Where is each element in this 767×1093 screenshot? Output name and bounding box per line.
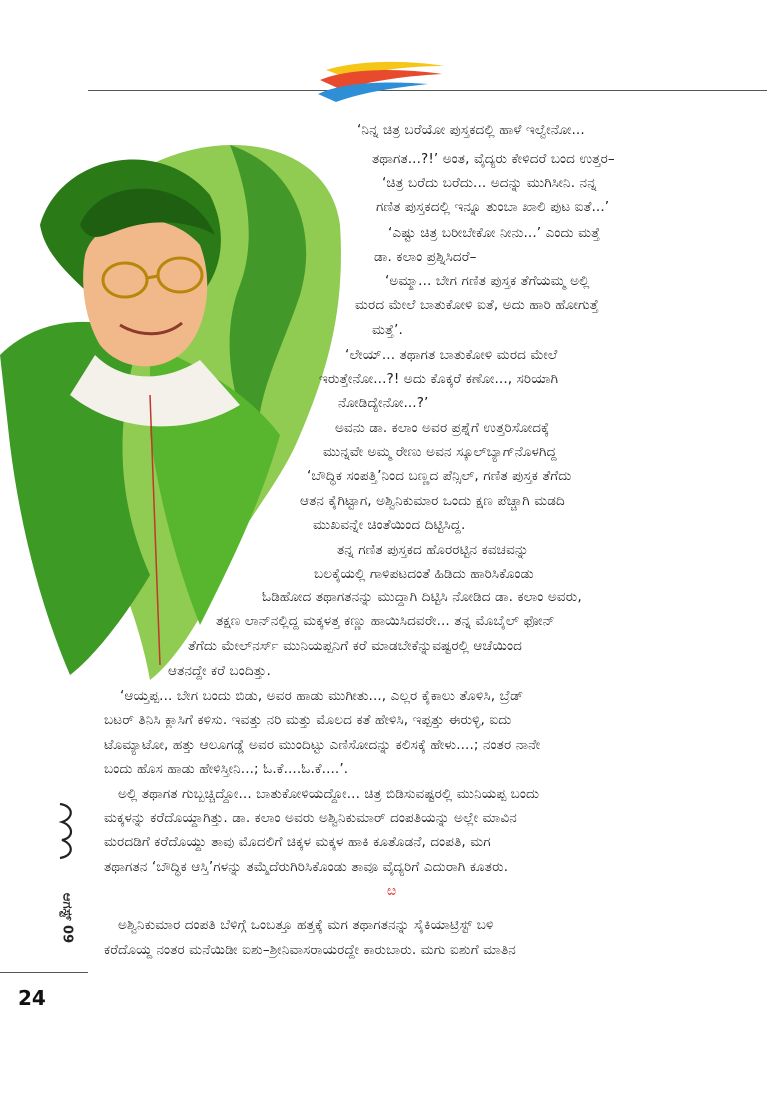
body-line-26: ಟೊಮ್ಯಾಟೋ, ಹತ್ತು ಆಲೂಗಡ್ಡೆ ಅವರ ಮುಂದಿಟ್ಟು ಎಣಿಸೋದನ್ನು ಕಲಿಸಕ್ಕೆ ಹೇಳು....; ನಂತರ ನಾನೇ bbox=[104, 737, 541, 753]
body-line-29: ಮಕ್ಕಳನ್ನು ಕರೆದೊಯ್ದಾಗಿತ್ತು. ಡಾ. ಕಲಾಂ ಅವರು ಅಶ್ವಿನಿಕುಮಾರ್ ದಂಪತಿಯನ್ನು ಅಲ್ಲೇ ಮಾವಿನ bbox=[104, 810, 517, 826]
body-line-18: ತನ್ನ ಗಣಿತ ಪುಸ್ತಕದ ಹೊರರಟ್ಟಿನ ಕವಚವನ್ನು bbox=[337, 542, 529, 558]
body-line-12: ನೋಡಿದ್ಯೇನೋ...?’ bbox=[338, 395, 429, 411]
body-line-30: ಮರದಡಿಗೆ ಕರೆದೊಯ್ದು ತಾವು ಮೊದಲಿಗೆ ಚಿಕ್ಕಳ ಮಕ್ಕಳ ಹಾಕಿ ಕೂತೊಡನೆ, ದಂಪತಿ, ಮಗ bbox=[104, 834, 491, 850]
body-line-5: ‘ಎಷ್ಟು ಚಿತ್ರ ಬರೀಬೇಕೋ ನೀನು...’ ಎಂದು ಮತ್ತೆ bbox=[388, 225, 601, 241]
body-line-1: ‘ನಿನ್ನ ಚಿತ್ರ ಬರೆಯೋ ಪುಸ್ತಕದಲ್ಲಿ ಹಾಳೆ ಇಲ್ವೇನೋ... bbox=[357, 122, 585, 138]
body-line-19: ಬಲಕೈಯಲ್ಲಿ ಗಾಳಿಪಟದಂತೆ ಹಿಡಿದು ಹಾರಿಸಿಕೊಂಡು bbox=[314, 566, 534, 582]
body-line-4: ಗಣಿತ ಪುಸ್ತಕದಲ್ಲಿ ಇನ್ನೂ ತುಂಬಾ ಖಾಲಿ ಪುಟ ಐತೆ...’ bbox=[376, 199, 610, 215]
body-line-20: ಓಡಿಹೋದ ತಥಾಗತನನ್ನು ಮುದ್ದಾಗಿ ದಿಟ್ಟಿಸಿ ನೋಡಿದ ಡಾ. ಕಲಾಂ ಅವರು, bbox=[262, 589, 582, 605]
body-line-28: ಅಲ್ಲಿ ತಥಾಗತ ಗುಬ್ಬಚ್ಚಿದ್ದೋ... ಬಾತುಕೋಳಿಯದ್ದೋ... ಚಿತ್ರ ಬಿಡಿಸುವಷ್ಟರಲ್ಲಿ ಮುನಿಯಪ್ಪ ಬಂದು bbox=[118, 786, 540, 802]
section-divider-mark: ೞ bbox=[387, 883, 397, 899]
footer-rule bbox=[0, 972, 88, 973]
body-line-32: ಅಶ್ವಿನಿಕುಮಾರ ದಂಪತಿ ಬೆಳಿಗ್ಗೆ ಒಂಬತ್ತೂ ಹತ್ತಕ್ಕೆ ಮಗ ತಥಾಗತನನ್ನು ಸೈಕಿಯಾಟ್ರಿಸ್ಟ್ ಬಳಿ bbox=[118, 917, 494, 933]
body-line-2: ತಥಾಗತ...?!’ ಅಂತ, ವೈದ್ಯರು ಕೇಳಿದರೆ ಬಂದ ಉತ್ತರ– bbox=[372, 151, 615, 167]
body-line-10: ‘ಲೇಯ್... ತಥಾಗತ ಬಾತುಕೋಳಿ ಮರದ ಮೇಲೆ bbox=[345, 347, 558, 363]
body-line-6: ಡಾ. ಕಲಾಂ ಪ್ರಶ್ನಿಸಿದರೆ– bbox=[374, 249, 477, 265]
body-line-25: ಬಟರ್ ತಿನಿಸಿ ಕ್ಲಾಸಿಗೆ ಕಳಿಸು. ಇವತ್ತು ನರಿ ಮತ್ತು ಮೊಲದ ಕತೆ ಹೇಳಿಸಿ, ಇಪ್ಪತ್ತು ಈರುಳ್ಳಿ, ಐದು bbox=[104, 712, 512, 728]
issue-month-label bbox=[52, 868, 82, 968]
body-line-17: ಮುಖವನ್ನೇ ಚಿಂತೆಯಿಂದ ದಿಟ್ಟಿಸಿದ್ದ. bbox=[313, 517, 466, 533]
issue-month-text: ಆಗಸ್ಟ್ 09 bbox=[59, 892, 75, 944]
magazine-logo-swoosh bbox=[318, 58, 450, 102]
body-line-7: ‘ಅಮ್ಮಾ... ಬೇಗ ಗಣಿತ ಪುಸ್ತಕ ತೆಗೆಯಮ್ಮ ಅಲ್ಲಿ bbox=[385, 273, 590, 289]
body-line-3: ‘ಚಿತ್ರ ಬರೆದು ಬರೆದು... ಅದನ್ನು ಮುಗಿಸೀನಿ. ನನ್ನ bbox=[382, 175, 597, 191]
body-line-9: ಮತ್ತೆ’. bbox=[372, 322, 403, 338]
body-line-23: ಆತನದ್ದೇ ಕರೆ ಬಂದಿತ್ತು. bbox=[168, 663, 271, 679]
body-line-31: ತಥಾಗತನ ‘ಬೌದ್ಧಿಕ ಆಸ್ತಿ’ಗಳನ್ನು ತಮ್ಮೆದೆರುಗಿರಿಸಿಕೊಂಡು ತಾವೂ ವೈದ್ಯರಿಗೆ ಎದುರಾಗಿ ಕೂತರು. bbox=[104, 859, 509, 875]
body-line-21: ತಕ್ಷಣ ಲಾನ್‌ನಲ್ಲಿದ್ದ ಮಕ್ಕಳತ್ತ ಕಣ್ಣು ಹಾಯಿಸಿದವರೇ... ತನ್ನ ಮೊಬೈಲ್ ಫೋನ್ bbox=[216, 613, 555, 629]
magazine-name-vertical-mark bbox=[56, 800, 78, 860]
body-line-13: ಅವನು ಡಾ. ಕಲಾಂ ಅವರ ಪ್ರಶ್ನೆಗೆ ಉತ್ತರಿಸೋದಕ್ಕೆ bbox=[335, 420, 550, 436]
body-line-14: ಮುನ್ನವೇ ಅಮ್ಮ ರೇಣು ಅವನ ಸ್ಕೂಲ್‌ಬ್ಯಾಗ್‌ನೊಳಗಿದ್ದ bbox=[323, 444, 557, 460]
body-line-8: ಮರದ ಮೇಲೆ ಬಾತುಕೋಳಿ ಐತೆ, ಅದು ಹಾರಿ ಹೋಗುತ್ತೆ bbox=[355, 297, 599, 313]
body-line-16: ಆತನ ಕೈಗಿಟ್ಟಾಗ, ಅಶ್ವಿನಿಕುಮಾರ ಒಂದು ಕ್ಷಣ ಪೆಚ್ಚಾಗಿ ಮಡದಿ bbox=[300, 493, 565, 509]
body-line-11: ಇರುತ್ತೇನೋ...?! ಅದು ಕೊಕ್ಕರೆ ಕಣೋ..., ಸರಿಯಾಗಿ bbox=[319, 371, 559, 387]
body-line-27: ಬಂದು ಹೊಸ ಹಾಡು ಹೇಳಿಸ್ತೀನಿ...; ಓ.ಕೆ....ಓ.ಕೆ....’. bbox=[104, 761, 349, 777]
page-number: 24 bbox=[18, 986, 46, 1010]
body-line-24: ‘ಆಯ್ತಪ್ಪ... ಬೇಗ ಬಂದು ಬಿಡು, ಅವರ ಹಾಡು ಮುಗೀತು..., ಎಲ್ಲರ ಕೈಕಾಲು ತೊಳಿಸಿ, ಬ್ರೆಡ್ bbox=[120, 688, 524, 704]
body-line-33: ಕರೆದೊಯ್ದ ನಂತರ ಮನೆಯಿಡೀ ಐಶು–ಶ್ರೀನಿವಾಸರಾಯರದ್ದೇ ಕಾರುಬಾರು. ಮಗು ಐಶುಗೆ ಮಾತಿನ bbox=[104, 942, 516, 958]
body-line-15: ‘ಬೌದ್ಧಿಕ ಸಂಪತ್ತಿ’ನಿಂದ ಬಣ್ಣದ ಪೆನ್ಸಿಲ್, ಗಣಿತ ಪುಸ್ತಕ ತೆಗೆದು bbox=[307, 468, 572, 484]
body-line-22: ತೆಗೆದು ಮೇಲ್‌ನರ್ಸ್ ಮುನಿಯಪ್ಪನಿಗೆ ಕರೆ ಮಾಡಬೇಕೆನ್ನುವಷ್ಟರಲ್ಲಿ ಆಚೆಯಿಂದ bbox=[188, 638, 523, 654]
